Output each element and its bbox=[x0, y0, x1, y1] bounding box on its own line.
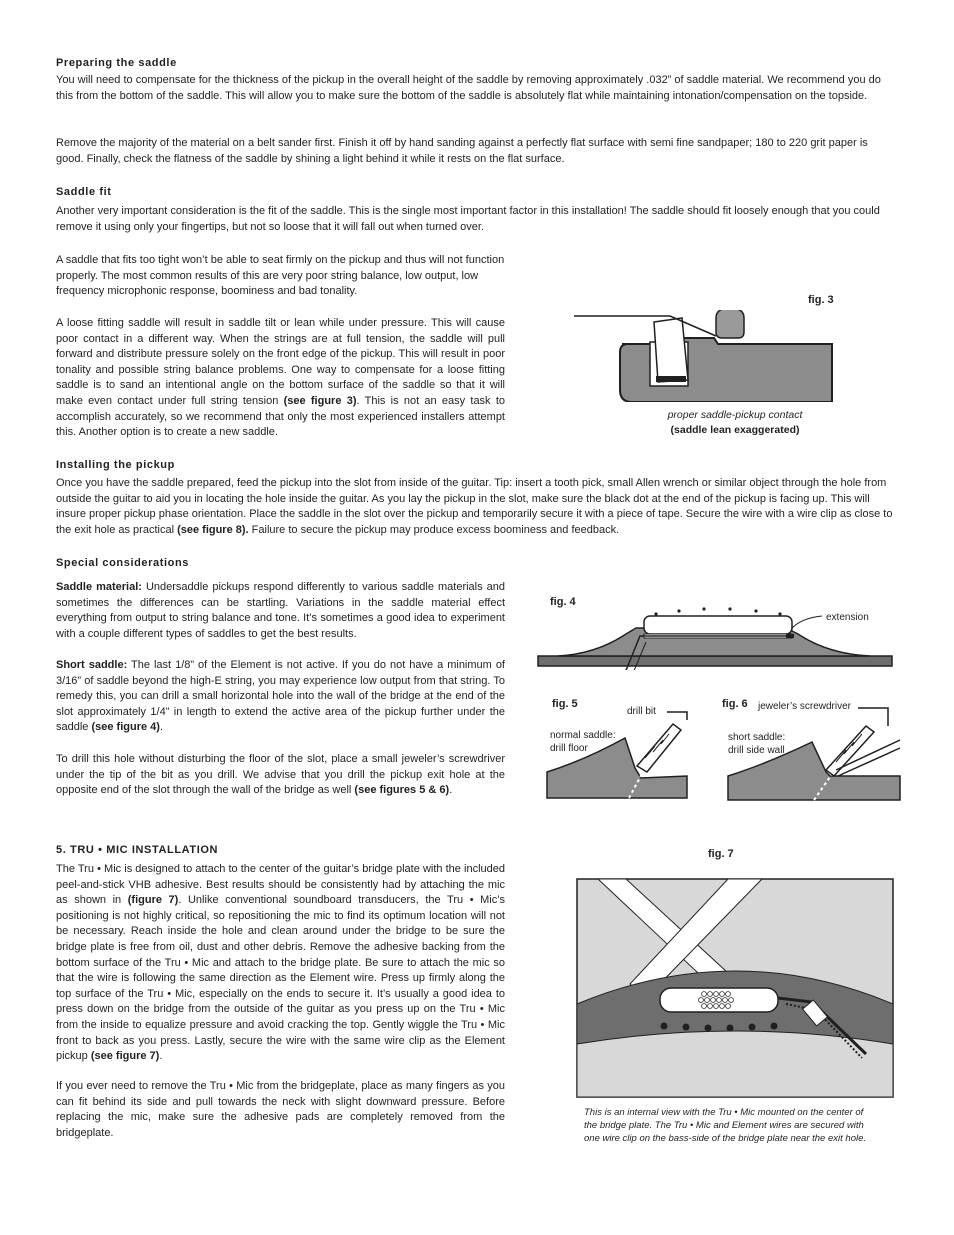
text-run: . Unlike conventional soundboard transducers, the Tru • Mic’s positioning is not highly critical, so repositioning the mic to find its optimum location will not be necessary. Reach inside the hole and clean around under the bridge to be sure the bridge plate is free from oil, dust and other debris. Remove the adhesive backing from the bottom surface of the Tru • Mic and attach to the bridge plate. Be sure to attach the mic so that the wire is following the same direction as the Element wire. Press up firmly along the top surface of the Tru • Mic, especially on the ends to secure it. It’s usually a good idea to press down on the bridge from the outside of the guitar as you press up on the Tru • Mic from the inside to equalize pressure and avoid cracking the top. Gently wiggle the Tru • Mic front to back as you press. Lastly, secure the wire with the same wire clip as the Element pickup bbox=[56, 894, 505, 1063]
heading-saddle-fit: Saddle fit bbox=[56, 186, 112, 198]
figure-reference: (figure 7) bbox=[127, 894, 179, 907]
fig4-extension-label: extension bbox=[826, 612, 869, 623]
figure-reference: (see figure 3) bbox=[283, 394, 357, 407]
text-run: . This is not an easy task to accomplish accurately, so we recommend that only the most experienced installers attempt this. Another option is to create a new saddle. bbox=[56, 394, 505, 439]
fig5-label: fig. 5 bbox=[552, 698, 578, 710]
heading-preparing-saddle: Preparing the saddle bbox=[56, 57, 177, 69]
fig6-screwdriver-label: jeweler’s screwdriver bbox=[758, 701, 851, 712]
paragraph-saddle-fit-2: A saddle that fits too tight won’t be able to seat firmly on the pickup and thus will not function properly. The most common results of this are very poor string balance, low output, low frequency microphonic response, boominess and bad tonality. bbox=[56, 254, 505, 298]
text-run: Once you have the saddle prepared, feed the pickup into the slot from inside of the guitar. Tip: insert a tooth pick, small Allen wrench or similar object through the hole from outside the guitar to aid you in locating the hole inside the guitar. As you lay the pickup in the slot, make sure the black dot at the end of the pickup is facing up. This will insure proper pickup phase orientation. Place the saddle in the slot over the pickup and temporarily secure it with a piece of tape. Secure the wire with a wire clip as close to the exit hole as practical bbox=[56, 477, 893, 536]
fig6-note-line2: drill side wall bbox=[728, 745, 785, 756]
fig6-note-line1: short saddle: bbox=[728, 732, 786, 743]
text-run: Failure to secure the pickup may produce excess boominess and feedback. bbox=[248, 523, 620, 536]
fig7-label: fig. 7 bbox=[708, 848, 734, 860]
fig4-label: fig. 4 bbox=[550, 596, 576, 608]
fig3-label: fig. 3 bbox=[808, 294, 834, 306]
text-run: A loose fitting saddle will result in saddle tilt or lean while under pressure. This will cause poor contact in a different way. When the strings are at full tension, the saddle will pull forward and distribute pressure solely on the front edge of the pickup. This will result in poor tonality and possible string balance problems. One way to compensate for a loose fitting saddle is to sand an intentional angle on the bottom surface of the saddle so that it will make even contact under full string tension bbox=[56, 317, 505, 407]
run-in-heading: Saddle material: bbox=[56, 581, 142, 593]
paragraph-installing-pickup bbox=[56, 476, 898, 538]
paragraph-preparing-2: Remove the majority of the material on a belt sander first. Finish it off by hand sanding against a perfectly flat surface with semi fine sandpaper; 180 to 220 grit paper is good. Finally, check the flatness of the saddle by shining a light behind it while it rests on the flat surface. bbox=[56, 137, 868, 165]
figure-reference: (see figure 8). bbox=[177, 523, 249, 536]
text-run: The last 1/8” of the Element is not active. If you do not have a minimum of 3/16” of saddle beyond the high-E string, you may experience low output from that string. To remedy this, you can drill a small horizontal hole into the wall of the bridge at the end of the slot approximately 1/4” in length to extend the active area of the pickup further under the saddle bbox=[56, 659, 505, 734]
fig7-caption: This is an internal view with the Tru • Mic mounted on the center of the bridge plate. The Tru • Mic and Element wires are secured with one wire clip on the bass-side of the bridge plate near the exit hole. bbox=[584, 1107, 867, 1144]
run-in-heading: Short saddle: bbox=[56, 659, 128, 671]
fig6-drill-sidewall-diagram bbox=[726, 704, 902, 802]
fig3-saddle-diagram bbox=[570, 310, 840, 402]
fig7-internal-view-diagram bbox=[576, 878, 894, 1098]
fig3-caption bbox=[640, 408, 830, 438]
paragraph-saddle-material bbox=[56, 580, 505, 642]
figure-reference: (see figures 5 & 6) bbox=[354, 784, 450, 797]
heading-installing-pickup: Installing the pickup bbox=[56, 459, 175, 471]
fig3-caption-line2: (saddle lean exaggerated) bbox=[670, 424, 800, 436]
figure-reference: (see figure 7) bbox=[90, 1050, 160, 1063]
text-run: The Tru • Mic is designed to attach to the center of the guitar’s bridge plate with the included peel-and-stick VHB adhesive. Best results should be consistently had by attaching the mic as shown in bbox=[56, 863, 505, 907]
text-run: . bbox=[449, 784, 453, 797]
paragraph-short-saddle bbox=[56, 658, 505, 736]
fig6-label: fig. 6 bbox=[722, 698, 748, 710]
paragraph-saddle-fit-1: Another very important consideration is the fit of the saddle. This is the single most important factor in this installation! The saddle should fit loosely enough that you could remove it using only your fingertips, but not so loose that it will fall out when turned over. bbox=[56, 205, 880, 233]
paragraph-tru-mic-1 bbox=[56, 862, 505, 1065]
text-run: . bbox=[159, 1050, 163, 1063]
figure-reference: (see figure 4) bbox=[91, 721, 160, 734]
fig5-drill-floor-diagram bbox=[545, 706, 690, 801]
heading-tru-mic-installation: 5. TRU • MIC INSTALLATION bbox=[56, 844, 219, 856]
paragraph-saddle-fit-3 bbox=[56, 316, 505, 441]
paragraph-tru-mic-2: If you ever need to remove the Tru • Mic from the bridgeplate, place as many fingers as you can fit behind its side and pull towards the neck with slight downward pressure. Before replacing the mic, make sure the adhesive pads are completely removed from the bridgeplate. bbox=[56, 1080, 505, 1139]
fig5-note-line2: drill floor bbox=[550, 743, 588, 754]
paragraph-preparing-1: You will need to compensate for the thickness of the pickup in the overall height of the saddle by removing approximately .032” of saddle material. We recommend you do this from the bottom of the saddle. This will allow you to make sure the bottom of the saddle is absolutely flat while maintaining intonation/compensation on the topside. bbox=[56, 74, 881, 102]
heading-special-considerations: Special considerations bbox=[56, 557, 190, 569]
text-run: Undersaddle pickups respond differently to various saddle materials and sometimes the differences can be startling. Variations in the saddle material effect everything from output to string balance and tone. It’s sometimes a good idea to experiment with a couple different types of saddles to get the best results. bbox=[56, 581, 505, 640]
fig5-drill-bit-label: drill bit bbox=[627, 706, 656, 717]
paragraph-drill-hole bbox=[56, 752, 505, 799]
fig3-caption-line1: proper saddle-pickup contact bbox=[667, 409, 803, 421]
text-run: To drill this hole without disturbing the floor of the slot, place a small jeweler’s screwdriver under the tip of the bit as you drill. We advise that you drill the pickup exit hole at the opposite end of the slot through the wall of the bridge as well bbox=[56, 753, 505, 797]
text-run: . bbox=[159, 721, 164, 734]
fig5-note-line1: normal saddle: bbox=[550, 730, 616, 741]
